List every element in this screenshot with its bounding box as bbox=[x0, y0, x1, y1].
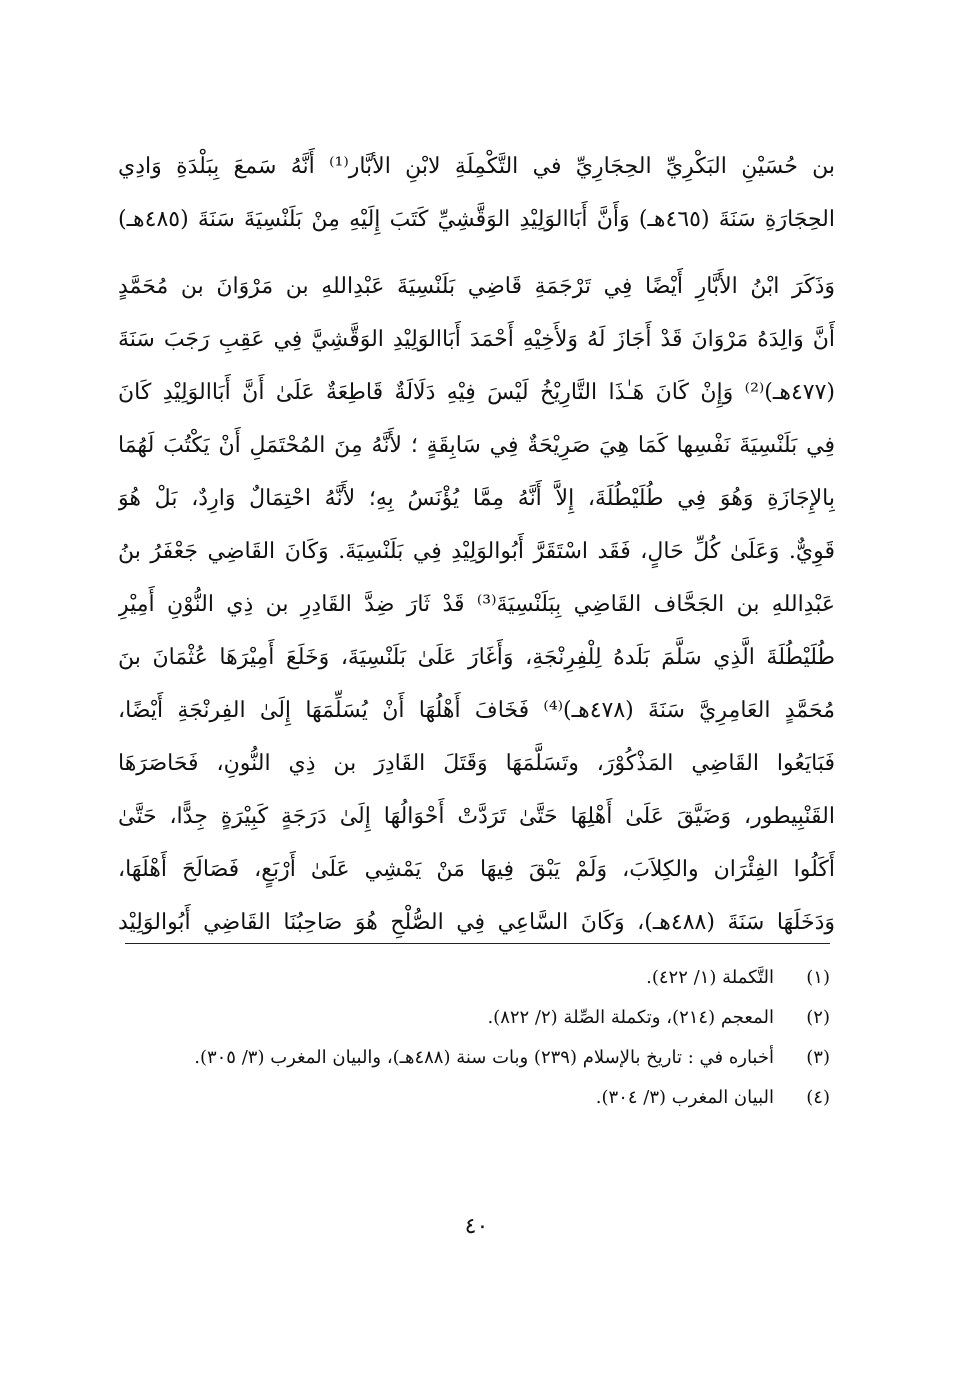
text-line: مُحَمَّدٍ العَامِرِيَّ سَنَةَ (٤٧٨هـ)⁽⁴⁾ فَخَافَ أَهْلُهَا أَنْ يُسَلِّمَهَا إِلَىٰ الفِرنْجَةِ أَيْضًا، bbox=[118, 698, 835, 723]
footnote-number: (٤) bbox=[806, 1087, 830, 1108]
text-line: القَنْبِيطور، وَضَيَّقَ عَلَىٰ أَهْلِهَا حَتَّىٰ تَرَدَّتْ أَحْوَالُهَا إِلَىٰ دَرَجَةٍ كَبِيْرَةٍ جِدًّا، حَتَّىٰ bbox=[118, 804, 835, 829]
footnote-item bbox=[118, 1078, 830, 1118]
text-line: (٤٧٧هـ)⁽²⁾ وَإِنْ كَانَ هَـٰذَا التَّارِيْخُ لَيْسَ فِيْهِ دَلَالَةٌ قَاطِعَةٌ عَلَىٰ أَنَّ أَبَاالوَلِيْدِ كَانَ bbox=[118, 380, 835, 405]
footnote-number: (٣) bbox=[806, 1047, 830, 1068]
text-line: أَنَّ وَالِدَهُ مَرْوَانَ قَدْ أَجَازَ لَهُ وَلأَخِيْهِ أَحْمَدَ أَبَاالوَلِيْدِ الوَقَّشِيَّ فِي عَقِبِ رَجَبَ سَنَةَ bbox=[118, 327, 835, 352]
text-line: طُلَيْطُلَةَ الَّذِي سَلَّمَ بَلَدهُ لِلْفِرِنْجَةِ، وَأَغَارَ عَلَىٰ بَلَنْسِيَةَ، وَخَلَعَ أَمِيْرَهَا عُثْمَانَ بنَ bbox=[118, 645, 835, 670]
footnote-number: (١) bbox=[806, 967, 830, 988]
paragraph-2 bbox=[118, 260, 835, 949]
text-line: قَوِيٌّ. وَعَلَىٰ كُلِّ حَالٍ، فَقَد اسْتَقَرَّ أَبُوالوَلِيْدِ فِي بَلَنْسِيَةَ. وَكَانَ القَاضِي جَعْفَرُ بنُ bbox=[118, 539, 835, 564]
footnote-text: التَّكملة (١/ ٤٢٢). bbox=[646, 967, 774, 988]
text-line: فِي بَلَنْسِيَةَ نَفْسِها كَمَا هِيَ صَرِيْحَةٌ فِي سَابِقَةٍ ؛ لأَنَّهُ مِنَ المُحْتَمَلِ أَنْ يَكْتُبَ لَهُمَا bbox=[118, 433, 835, 458]
paragraph-1 bbox=[118, 140, 835, 246]
text-line: بِالإِجَازَةِ وَهُوَ فِي طُلَيْطُلَةَ، إِلاَّ أَنَّهُ مِمَّا يُؤْنَسُ بِهِ؛ لأَنَّهُ احْتِمَالٌ وَارِدٌ، بَلْ هُوَ bbox=[118, 486, 835, 511]
main-text bbox=[118, 140, 835, 949]
footnote-item bbox=[118, 998, 830, 1038]
text-line: بن حُسَيْنِ البَكْرِيِّ الحِجَارِيِّ في التَّكْمِلَةِ لابْنِ الأبَّار⁽¹⁾ أَنَّهُ سَمعَ بِبَلْدَةِ وَادِي bbox=[118, 154, 835, 179]
text-line: وَدَخَلَهَا سَنَةَ (٤٨٨هـ)، وَكَانَ السَّاعِي فِي الصُّلْحِ هُوَ صَاحِبُنَا القَاضِي أَبُوالوَلِيْد bbox=[118, 910, 835, 935]
footnote-text: البيان المغرب (٣/ ٣٠٤). bbox=[595, 1087, 774, 1108]
text-line: وَذَكَرَ ابْنُ الأَبَّارِ أَيْضًا فِي تَرْجَمَةِ قَاضِي بَلَنْسِيَةَ عَبْدِاللهِ بن مَرْوَانَ بن مُحَمَّدٍ bbox=[118, 274, 835, 299]
text-line: أَكَلُوا الفِئْرَان والكِلاَبَ، وَلَمْ يَبْقَ فِيهَا مَنْ يَمْشِي عَلَىٰ أَرْبَعٍ، فَصَالَحَ أَهْلَهَا، bbox=[118, 857, 835, 882]
footnote-item bbox=[118, 958, 830, 998]
footnote-item bbox=[118, 1038, 830, 1078]
text-line: فَبَايَعُوا القَاضِي المَذْكُوْرَ، وتَسَلَّمَهَا وَقَتَلَ القَادِرَ بن ذِي النُّونِ، فَحَاصَرَهَا bbox=[118, 751, 835, 776]
footnote-text: المعجم (٢١٤)، وتكملة الصِّلة (٢/ ٨٢٢). bbox=[487, 1007, 774, 1028]
footnote-divider bbox=[125, 943, 830, 944]
footnote-text: أخباره في : تاريخ بالإسلام (٢٣٩) وبات سنة (٤٨٨هـ)، والبيان المغرب (٣/ ٣٠٥). bbox=[194, 1047, 774, 1068]
text-line: عَبْدِاللهِ بن الجَحَّاف القَاضِي بِبَلَنْسِيَةَ⁽³⁾ قَدْ ثَارَ ضِدَّ القَادِرِ بن ذِي النُّوْنِ أَمِيْرِ bbox=[118, 592, 835, 617]
footnote-number: (٢) bbox=[806, 1007, 830, 1028]
page-number: ٤٠ bbox=[464, 1214, 489, 1239]
text-line: الحِجَارَةِ سَنَةَ (٤٦٥هـ) وَأَنَّ أَبَاالوَلِيْدِ الوَقَّشِيِّ كَتَبَ إِلَيْهِ مِنْ بَلَنْسِيَةَ سَنَةَ (٤٨٥هـ) bbox=[118, 207, 835, 232]
footnotes bbox=[118, 958, 830, 1118]
